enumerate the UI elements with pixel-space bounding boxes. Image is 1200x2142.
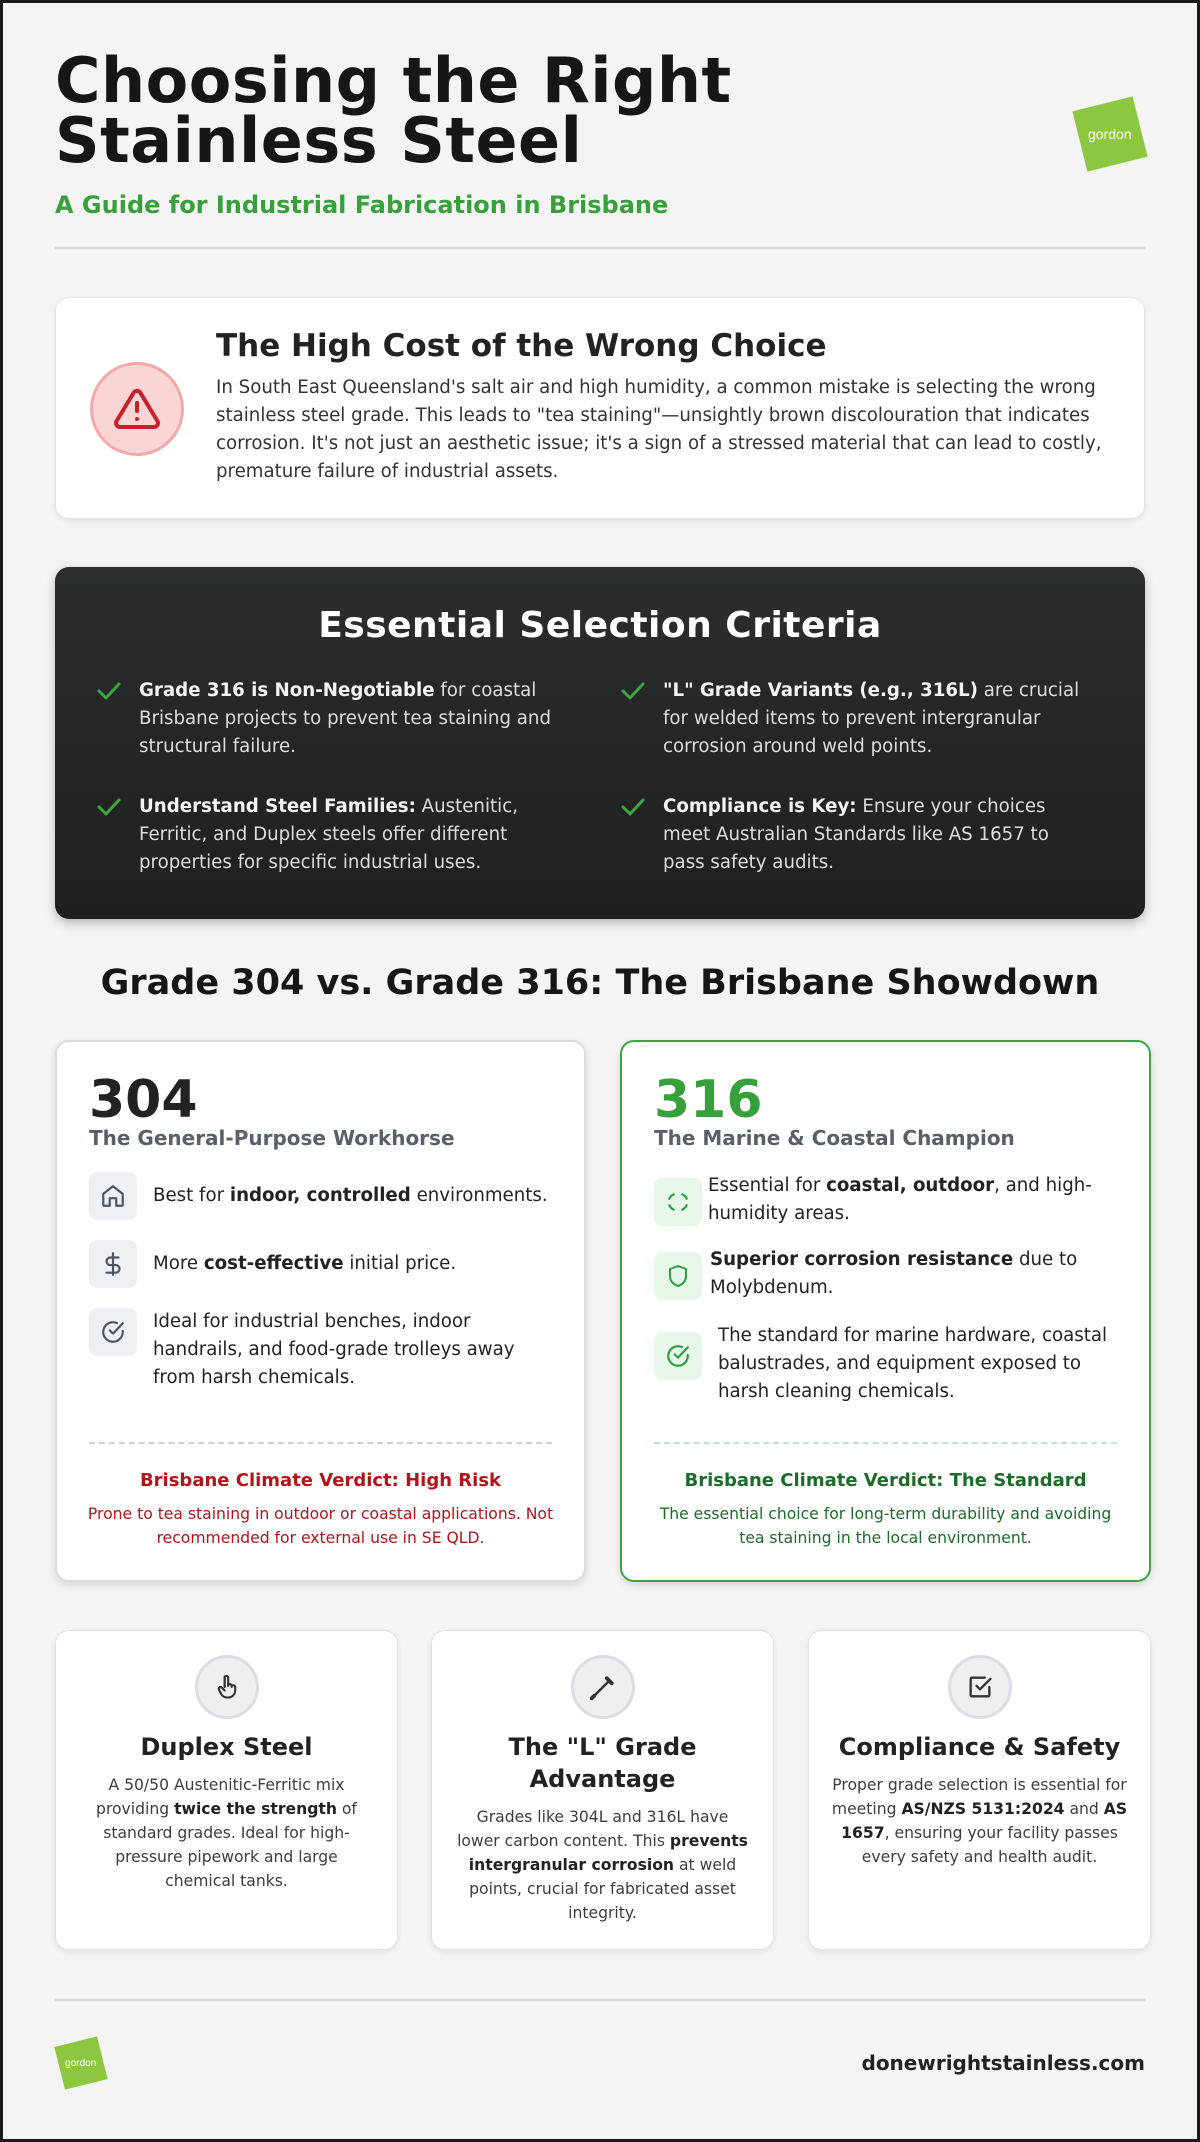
criteria-item-bold: Understand Steel Families: <box>139 796 416 817</box>
info-card-title: Duplex Steel <box>140 1733 313 1761</box>
verdict-divider <box>89 1442 552 1444</box>
feature-text: Ideal for industrial benches, indoor handrails, and food-grade trolleys away from harsh chemicals. <box>153 1311 515 1388</box>
check-icon <box>619 795 647 819</box>
shield-icon <box>654 1252 702 1300</box>
verdict-text: The essential choice for long-term durability and avoiding tea staining in the local environment. <box>659 1505 1112 1547</box>
checkbox-icon <box>948 1655 1012 1719</box>
criteria-item <box>139 793 569 877</box>
info-card-title: Compliance & Safety <box>838 1733 1121 1761</box>
check-icon <box>95 679 123 703</box>
info-card-text: Proper grade selection is essential for meeting AS/NZS 5131:2024 and AS 1657, ensuring your facility passes every safety and health audit. <box>831 1776 1128 1866</box>
showdown-title: Grade 304 vs. Grade 316: The Brisbane Showdown <box>100 963 1100 1003</box>
criteria-item-bold: Grade 316 is Non-Negotiable <box>139 680 435 701</box>
duplex-steel-card <box>55 1630 398 1950</box>
feature-text: The standard for marine hardware, coastal balustrades, and equipment exposed to harsh cleaning chemicals. <box>718 1325 1108 1402</box>
page-title: Choosing the Right Stainless Steel <box>55 44 732 177</box>
feature-item <box>654 1322 1121 1412</box>
feature-item <box>89 1240 556 1290</box>
criteria-item <box>663 793 1093 877</box>
criteria-item-text: Ensure your choices meet Australian Standards like AS 1657 to pass safety audits. <box>663 796 1049 873</box>
wave-cycle-icon <box>654 1178 702 1226</box>
info-card-text: Grades like 304L and 316L have lower carbon content. This prevents intergranular corrosion at weld points, crucial for fabricated asset integrity. <box>457 1808 748 1922</box>
welding-torch-icon <box>571 1655 635 1719</box>
logo-text: gordon <box>1088 126 1132 142</box>
pointing-hand-icon <box>195 1655 259 1719</box>
feature-text: Best for indoor, controlled environments. <box>153 1185 548 1206</box>
criteria-item-bold: Compliance is Key: <box>663 796 857 817</box>
gordon-footer-logo <box>54 2036 107 2089</box>
grade-subtitle: The Marine & Coastal Champion <box>654 1126 1015 1150</box>
wrong-choice-text: In South East Queensland's salt air and high humidity, a common mistake is selecting the wrong stainless steel grade. This leads to "tea staining"—unsightly brown discolouration that indicates corrosion. It's not just an aesthetic issue; it's a sign of a stressed material that can lead to costly, premature failure of industrial assets. <box>216 377 1102 482</box>
feature-item <box>89 1308 556 1398</box>
footer-logo-text: gordon <box>65 2057 97 2069</box>
selection-criteria-panel <box>55 567 1145 919</box>
criteria-title: Essential Selection Criteria <box>318 605 882 646</box>
footer-divider <box>55 1999 1145 2001</box>
verdict-title: Brisbane Climate Verdict: High Risk <box>139 1470 502 1491</box>
dollar-icon <box>89 1240 137 1288</box>
verdict-title: Brisbane Climate Verdict: The Standard <box>684 1470 1087 1491</box>
warning-triangle-icon <box>90 362 184 456</box>
footer-website-link[interactable]: donewrightstainless.com <box>861 2051 1145 2075</box>
page-header <box>55 44 1145 249</box>
feature-text: More cost-effective initial price. <box>153 1253 457 1274</box>
feature-item <box>654 1246 1121 1302</box>
grade-304-card <box>55 1040 586 1582</box>
criteria-item-text: are crucial for welded items to prevent intergranular corrosion around weld points. <box>663 680 1080 757</box>
criteria-item-text: for coastal Brisbane projects to prevent tea staining and structural failure. <box>139 680 551 757</box>
feature-text: Superior corrosion resistance due to Molybdenum. <box>710 1249 1078 1298</box>
verdict-text: Prone to tea staining in outdoor or coastal applications. Not recommended for external use in SE QLD. <box>87 1505 554 1547</box>
check-circle-icon <box>654 1332 702 1380</box>
grade-subtitle: The General-Purpose Workhorse <box>89 1126 455 1150</box>
page-subtitle: A Guide for Industrial Fabrication in Brisbane <box>55 191 669 219</box>
compliance-card <box>808 1630 1151 1950</box>
grade-316-card <box>620 1040 1151 1582</box>
header-divider <box>55 247 1145 249</box>
check-circle-icon <box>89 1308 137 1356</box>
criteria-item-bold: "L" Grade Variants (e.g., 316L) <box>663 680 978 701</box>
wrong-choice-title: The High Cost of the Wrong Choice <box>216 328 827 364</box>
feature-item <box>654 1172 1121 1228</box>
info-card-text: A 50/50 Austenitic-Ferritic mix providing twice the strength of standard grades. Ideal for high-pressure pipework and large chemical tanks. <box>96 1776 357 1890</box>
info-card-title: The "L" Grade Advantage <box>508 1733 697 1793</box>
l-grade-card <box>431 1630 774 1950</box>
gordon-logo <box>1072 96 1147 171</box>
feature-item <box>89 1172 556 1222</box>
house-icon <box>89 1172 137 1220</box>
grade-number: 304 <box>89 1070 198 1130</box>
criteria-item-text: Austenitic, Ferritic, and Duplex steels offer different properties for specific industrial uses. <box>139 796 518 873</box>
check-icon <box>619 679 647 703</box>
wrong-choice-card <box>55 297 1145 519</box>
grade-number: 316 <box>654 1070 763 1130</box>
criteria-item <box>139 677 569 761</box>
verdict-divider <box>654 1442 1117 1444</box>
feature-text: Essential for coastal, outdoor, and high-humidity areas. <box>708 1175 1092 1224</box>
check-icon <box>95 795 123 819</box>
criteria-item <box>663 677 1093 761</box>
